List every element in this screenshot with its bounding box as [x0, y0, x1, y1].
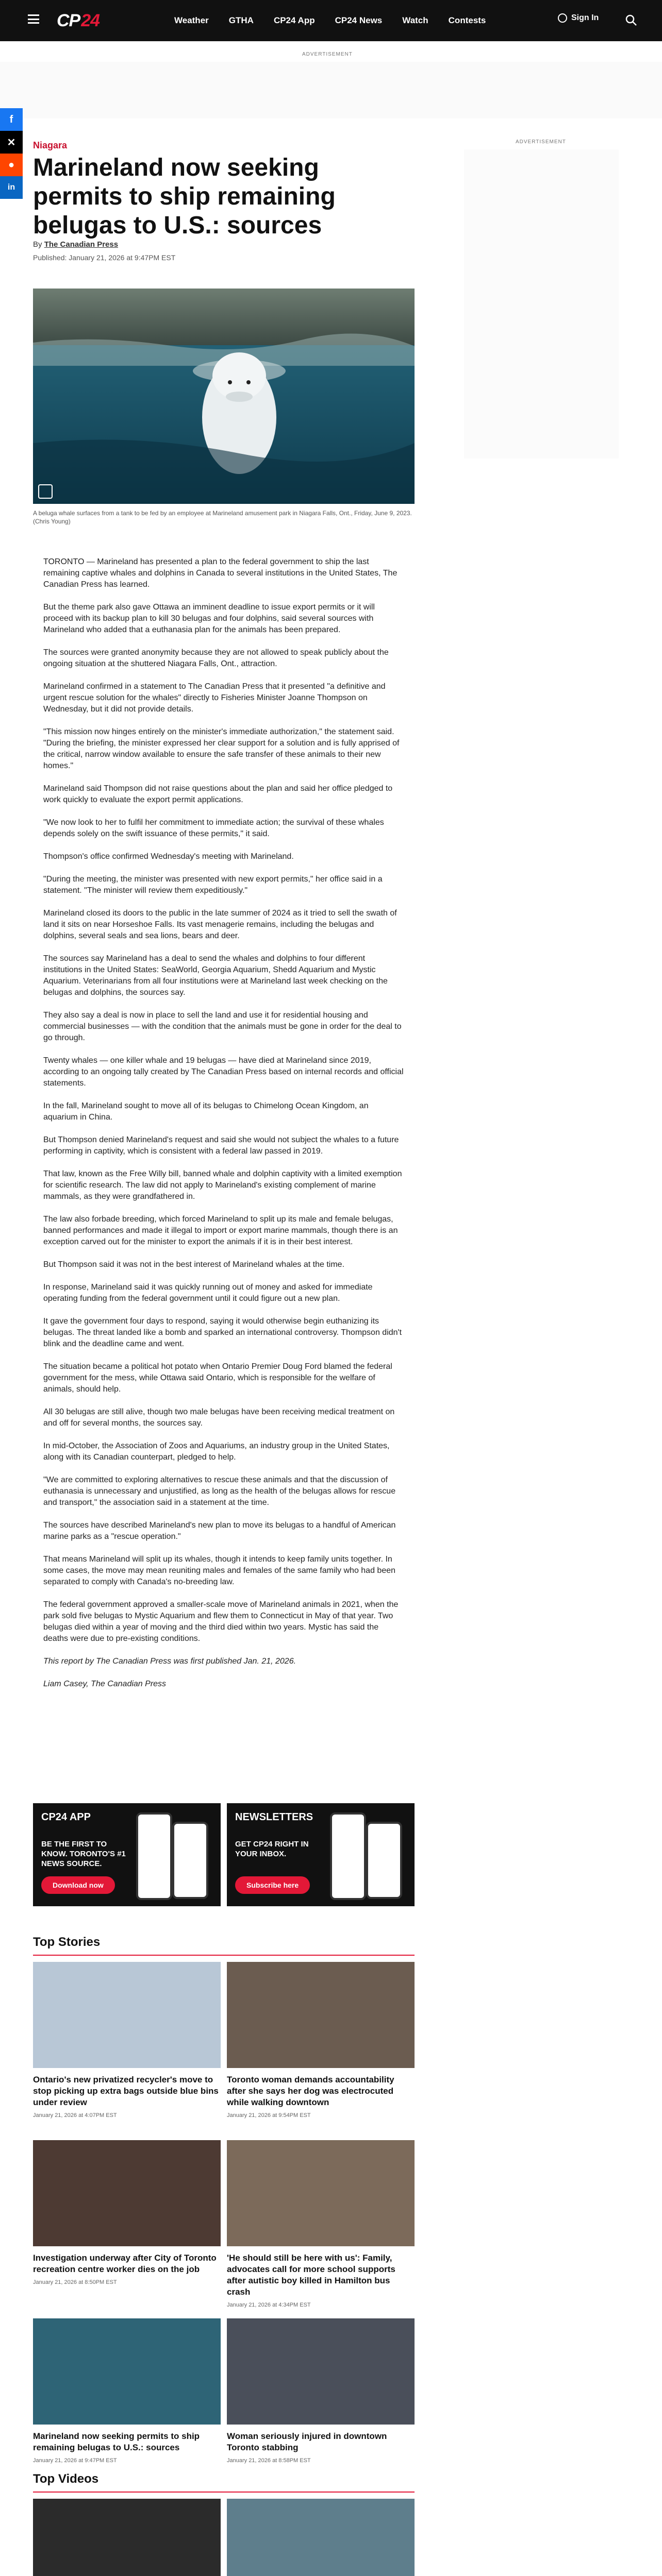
story-card[interactable]	[227, 1962, 415, 2119]
article-paragraph: Marineland closed its doors to the public in the late summer of 2024 as it tried to sell the swath of land it sits on near Horseshoe Falls. Its vast menagerie remains, including the belugas and dolphins, several seals and sea lions, bears and deer.	[43, 909, 397, 940]
video-card[interactable]	[227, 2499, 415, 2576]
ad-label: ADVERTISEMENT	[302, 52, 353, 57]
story-thumbnail	[33, 2140, 221, 2246]
story-card[interactable]	[227, 2318, 415, 2464]
nav-cp24-news[interactable]: CP24 News	[335, 15, 383, 25]
story-title[interactable]: Marineland now seeking permits to ship remaining belugas to U.S.: sources	[33, 2431, 200, 2452]
article-paragraph: But Thompson denied Marineland's request and said she would not subject the whales to a future performing in captivity, which is consistent with a federal law passed in 2019.	[43, 1136, 399, 1156]
video-thumbnail	[33, 2499, 221, 2576]
article-paragraph: The federal government approved a smaller-scale move of Marineland animals in 2021, when the park sold five belugas to Mystic Aquarium and flew them to Connecticut in May of that year. Two belugas died within a year of moving and the third died within two years. Mystic has said the deaths were due to pre-existing conditions.	[43, 1600, 399, 1643]
promo-subtitle: GET CP24 RIGHT IN YOUR INBOX.	[235, 1840, 309, 1858]
menu-icon[interactable]	[28, 14, 39, 24]
hero-image[interactable]	[33, 289, 415, 504]
article-paragraph: Marineland said Thompson did not raise questions about the plan and said her office pledged to work quickly to evaluate the export permit applications.	[43, 784, 393, 804]
phone-illustration	[136, 1812, 172, 1900]
phone-illustration	[330, 1812, 366, 1900]
byline-prefix: By	[33, 240, 42, 249]
story-thumbnail	[33, 2318, 221, 2425]
user-icon	[558, 13, 567, 23]
article-paragraph: In response, Marineland said it was quickly running out of money and asked for immediate operating funding from the federal government until it could figure out a new plan.	[43, 1283, 373, 1303]
article-body	[43, 556, 404, 1701]
story-date: January 21, 2026 at 9:54PM EST	[227, 2112, 311, 2119]
cp24-logo[interactable]: CP 24	[57, 10, 100, 30]
story-thumbnail	[227, 1962, 415, 2068]
sign-in-button[interactable]	[558, 13, 599, 23]
article-paragraph: "We now look to her to fulfil her commitment to immediate action; the survival of these whales depends solely on the swift issuance of these permits," it said.	[43, 818, 384, 838]
search-icon[interactable]	[625, 14, 637, 26]
subscribe-button[interactable]: Subscribe here	[235, 1876, 310, 1894]
article-paragraph: The law also forbade breeding, which forced Marineland to split up its male and female belugas, banned performances and made it illegal to import or export marine mammals, though there is an exception carved out for the minister to export the animals if it is in their best interest.	[43, 1215, 398, 1246]
top-videos-heading: Top Videos	[33, 2472, 415, 2493]
article-paragraph: "We are committed to exploring alternatives to rescue these animals and that the discussion of euthanasia is unnecessary and unjustified, as long as the health of the belugas allows for rescue and transport," the association said in a statement at the time.	[43, 1476, 396, 1507]
article-paragraph: Marineland confirmed in a statement to The Canadian Press that it presented "a definitive and urgent rescue solution for the whales" directly to Fisheries Minister Joanne Thompson on Wednesday, but it did not provide details.	[43, 682, 386, 714]
nav-cp24-app[interactable]: CP24 App	[273, 15, 315, 25]
sign-in-label: Sign In	[571, 13, 599, 22]
published-date: Published: January 21, 2026 at 9:47PM EST	[33, 253, 176, 262]
story-title[interactable]: 'He should still be here with us': Family, advocates call for more school supports after autistic boy killed in Hamilton bus crash	[227, 2253, 395, 2297]
video-card[interactable]	[33, 2499, 221, 2576]
promo-row	[33, 1803, 415, 1906]
article-paragraph: Thompson's office confirmed Wednesday's meeting with Marineland.	[43, 852, 294, 861]
download-button[interactable]: Download now	[41, 1876, 115, 1894]
nav-watch[interactable]: Watch	[402, 15, 428, 25]
byline-author[interactable]: The Canadian Press	[44, 240, 119, 249]
promo-title: CP24 APP	[41, 1811, 91, 1823]
story-title[interactable]: Investigation underway after City of Toronto recreation centre worker dies on the job	[33, 2253, 217, 2274]
main-nav	[174, 0, 506, 41]
article-paragraph: The situation became a political hot potato when Ontario Premier Doug Ford blamed the federal government for the mess, while Ottawa said Ontario, which is responsible for the welfare of animals, should help.	[43, 1362, 392, 1394]
linkedin-icon[interactable]: in	[0, 176, 23, 199]
article-paragraph: All 30 belugas are still alive, though two male belugas have been receiving medical treatment on and off for several months, the sources say.	[43, 1408, 395, 1428]
sidebar-ad-slot	[464, 149, 619, 459]
top-navigation-bar	[0, 0, 662, 41]
article-paragraph: That law, known as the Free Willy bill, banned whale and dolphin captivity with a limited exemption for scientific research. The law did not apply to Marineland's existing complement of marine mammals, as they were grandfathered in.	[43, 1170, 402, 1201]
breadcrumb[interactable]: Niagara	[33, 140, 68, 150]
promo-title: NEWSLETTERS	[235, 1811, 313, 1823]
article-signoff: Liam Casey, The Canadian Press	[43, 1680, 167, 1688]
article-paragraph: The sources were granted anonymity because they are not allowed to speak publicly about the ongoing situation at the shuttered Niagara Falls, Ont., attraction.	[43, 648, 389, 668]
video-thumbnail	[227, 2499, 415, 2576]
article-paragraph: In the fall, Marineland sought to move all of its belugas to Chimelong Ocean Kingdom, an aquarium in China.	[43, 1101, 369, 1122]
story-title[interactable]: Toronto woman demands accountability after she says her dog was electrocuted while walking downtown	[227, 2075, 394, 2107]
article-paragraph: That means Marineland will split up its whales, though it intends to keep family units together. In some cases, the move may mean reuniting males and females of the same family who had been separated to comply with Canada's no-breeding law.	[43, 1555, 396, 1586]
article-footnote: This report by The Canadian Press was first published Jan. 21, 2026.	[43, 1657, 296, 1666]
beluga-photo	[33, 289, 415, 504]
story-date: January 21, 2026 at 9:47PM EST	[33, 2458, 117, 2464]
story-date: January 21, 2026 at 8:50PM EST	[33, 2279, 117, 2285]
article-paragraph: "This mission now hinges entirely on the minister's immediate authorization," the statement said. "During the briefing, the minister expressed her clear support for a solution and is fully apprised of the critical, narrow window available to ensure the safe transfer of these animals to their new homes."	[43, 727, 400, 770]
story-date: January 21, 2026 at 4:07PM EST	[33, 2112, 117, 2119]
story-thumbnail	[33, 1962, 221, 2068]
story-title[interactable]: Ontario's new privatized recycler's move to stop picking up extra bags outside blue bins under review	[33, 2075, 219, 2107]
story-card[interactable]	[33, 2318, 221, 2464]
story-thumbnail	[227, 2318, 415, 2425]
article-paragraph: Twenty whales — one killer whale and 19 belugas — have died at Marineland since 2019, according to an ongoing tally created by The Canadian Press based on internal records and official statements.	[43, 1056, 404, 1088]
sidebar-ad-label: ADVERTISEMENT	[516, 139, 566, 145]
newsletter-promo[interactable]	[227, 1803, 415, 1906]
article-paragraph: The sources have described Marineland's new plan to move its belugas to a handful of American marine parks as a "rescue operation."	[43, 1521, 396, 1541]
byline	[33, 240, 118, 249]
phone-illustration	[172, 1822, 208, 1899]
article-headline: Marineland now seeking permits to ship remaining belugas to U.S.: sources	[33, 154, 336, 239]
nav-weather[interactable]: Weather	[174, 15, 209, 25]
article-paragraph: TORONTO — Marineland has presented a plan to the federal government to ship the last remaining captive whales and dolphins in Canada to several institutions in the United States, The Canadian Press has learned.	[43, 557, 398, 589]
story-card[interactable]	[33, 2140, 221, 2285]
nav-contests[interactable]: Contests	[448, 15, 486, 25]
story-thumbnail	[227, 2140, 415, 2246]
promo-subtitle: BE THE FIRST TO KNOW. TORONTO'S #1 NEWS SOURCE.	[41, 1840, 126, 1868]
article-paragraph: But Thompson said it was not in the best interest of Marineland whales at the time.	[43, 1260, 345, 1269]
top-stories-heading: Top Stories	[33, 1935, 415, 1956]
facebook-icon[interactable]: f	[0, 108, 23, 131]
top-ad-slot	[0, 62, 662, 118]
article-paragraph: In mid-October, the Association of Zoos and Aquariums, an industry group in the United States, along with its Canadian counterpart, pledged to help.	[43, 1442, 390, 1462]
image-caption: A beluga whale surfaces from a tank to be fed by an employee at Marineland amusement park in Niagara Falls, Ont., Friday, June 9, 2023. (Chris Young)	[33, 510, 412, 525]
article-paragraph: It gave the government four days to respond, saying it would otherwise begin euthanizing its belugas. The threat landed like a bomb and sparked an international controversy. Thompson didn't blink and the deadline came and went.	[43, 1317, 402, 1348]
article-paragraph: "During the meeting, the minister was presented with new export permits," her office said in a statement. "The minister will review them expeditiously."	[43, 875, 383, 895]
story-title[interactable]: Woman seriously injured in downtown Toronto stabbing	[227, 2431, 387, 2452]
story-date: January 21, 2026 at 8:58PM EST	[227, 2458, 311, 2464]
x-icon[interactable]: ✕	[0, 131, 23, 154]
phone-illustration	[366, 1822, 402, 1899]
story-card[interactable]	[33, 1962, 221, 2119]
expand-icon[interactable]	[38, 484, 53, 499]
article-paragraph: But the theme park also gave Ottawa an imminent deadline to issue export permits or it will proceed with its backup plan to kill 30 belugas and four dolphins, said several sources with Marineland who added that a euthanasia plan for the animals has been prepared.	[43, 603, 375, 634]
story-date: January 21, 2026 at 4:34PM EST	[227, 2302, 311, 2308]
cp24-app-promo[interactable]	[33, 1803, 221, 1906]
article-paragraph: The sources say Marineland has a deal to send the whales and dolphins to four different institutions in the United States: SeaWorld, Georgia Aquarium, Shedd Aquarium and Mystic Aquarium. Veterinarians from all four institutions were at Marineland last week checking on the belugas and dolphins, the sources say.	[43, 954, 388, 997]
article-paragraph: They also say a deal is now in place to sell the land and use it for residential housing and commercial businesses — with the condition that the animals must be gone in order for the deal to go through.	[43, 1011, 402, 1042]
nav-gtha[interactable]: GTHA	[228, 15, 254, 25]
story-card[interactable]	[227, 2140, 415, 2308]
reddit-icon[interactable]: ●	[0, 154, 23, 176]
